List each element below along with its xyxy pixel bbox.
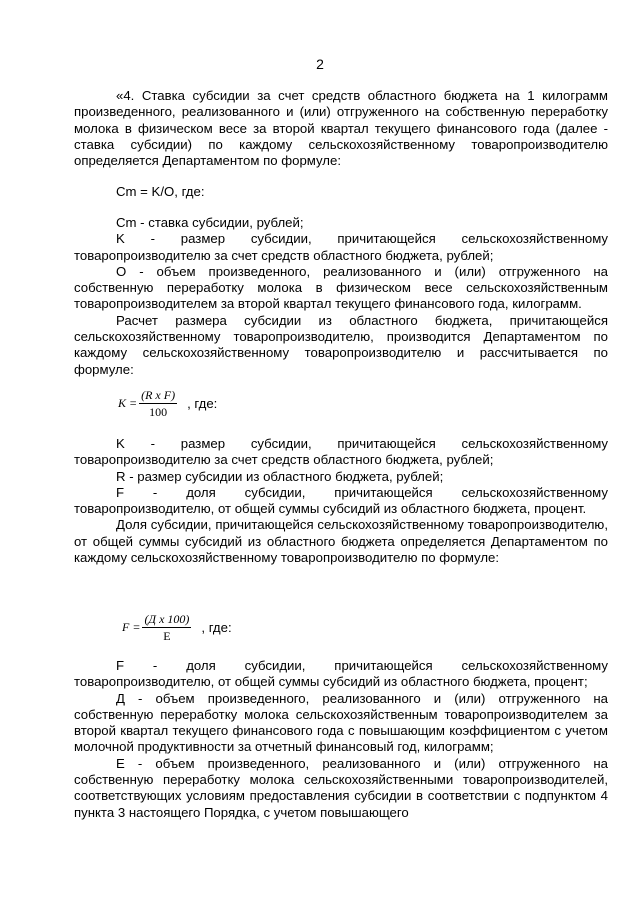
formula-3-lhs: F = — [122, 620, 141, 634]
intro-paragraph: «4. Ставка субсидии за счет средств областного бюджета на 1 килограмм произведенного, реализованного и (или) отгруженного на собственную переработку молока в физическом весе за второй квартал текущего финансового года (далее - ставка субсидии) по каждому сельскохозяйственному товаропроизводителю определяется Департаментом по формуле: — [74, 88, 608, 169]
formula-1-block — [74, 184, 608, 200]
definition-e: E - объем произведенного, реализованного и (или) отгруженного на собственную переработку молока сельскохозяйственными товаропроизводителей, соответствующих условиям предоставления субсидии в соответствии с подпунктом 4 пункта 3 настоящего Порядка, с учетом повышающего — [74, 755, 608, 820]
calc-k-paragraph: Расчет размера субсидии из областного бюджета, причитающейся сельскохозяйственному товаропроизводителю, производится Департаментом по каждому сельскохозяйственному товаропроизводителю и рассчитывается по формуле: — [74, 312, 608, 377]
formula-3 — [122, 612, 232, 643]
formula-2 — [118, 388, 217, 419]
formula-2-denominator: 100 — [149, 405, 168, 419]
share-paragraph: Доля субсидии, причитающейся сельскохозяйственному товаропроизводителю, от общей суммы субсидий из областного бюджета определяется Департаментом по каждому сельскохозяйственному товаропроизводителю по формуле: — [74, 517, 608, 566]
definition-d: Д - объем произведенного, реализованного и (или) отгруженного на собственную переработку молока сельскохозяйственным товаропроизводителем за второй квартал текущего финансового года с повышающим коэффициентом с учетом молочной продуктивности за отчетный финансовый год, килограмм; — [74, 690, 608, 755]
formula-3-numerator: (Д x 100) — [144, 612, 190, 626]
formula-3-suffix: , где: — [201, 620, 232, 635]
page-number: 2 — [316, 56, 324, 72]
definition-f: F - доля субсидии, причитающейся сельскохозяйственному товаропроизводителю, от общей суммы субсидий из областного бюджета, процент. — [74, 484, 608, 517]
definitions-block-3 — [74, 658, 608, 821]
definition-k-2: K - размер субсидии, причитающейся сельскохозяйственному товаропроизводителю за счет средств областного бюджета, рублей; — [74, 436, 608, 468]
intro-block — [74, 88, 608, 169]
formula-2-numerator: (R x F) — [141, 388, 176, 402]
formula-3-denominator: E — [163, 629, 171, 643]
definition-k: K - размер субсидии, причитающейся сельскохозяйственному товаропроизводителю за счет средств областного бюджета, рублей; — [74, 231, 608, 263]
definition-r: R - размер субсидии из областного бюджета, рублей; — [116, 468, 444, 484]
formula-1: Сm = K/O, где: — [116, 184, 205, 199]
formula-2-suffix: , где: — [187, 396, 218, 411]
definitions-block-1 — [74, 215, 608, 378]
definition-o: O - объем произведенного, реализованного и (или) отгруженного на собственную переработку молока в физическом весе сельскохозяйственным товаропроизводителем за второй квартал текущего финансового года, килограмм. — [74, 263, 608, 312]
formula-2-lhs: K = — [118, 396, 138, 410]
definition-f-2: F - доля субсидии, причитающейся сельскохозяйственному товаропроизводителю, от общей суммы субсидий из областного бюджета, процент; — [74, 658, 608, 690]
definitions-block-2 — [74, 436, 608, 566]
definition-cm: Сm - ставка субсидии, рублей; — [116, 215, 304, 230]
